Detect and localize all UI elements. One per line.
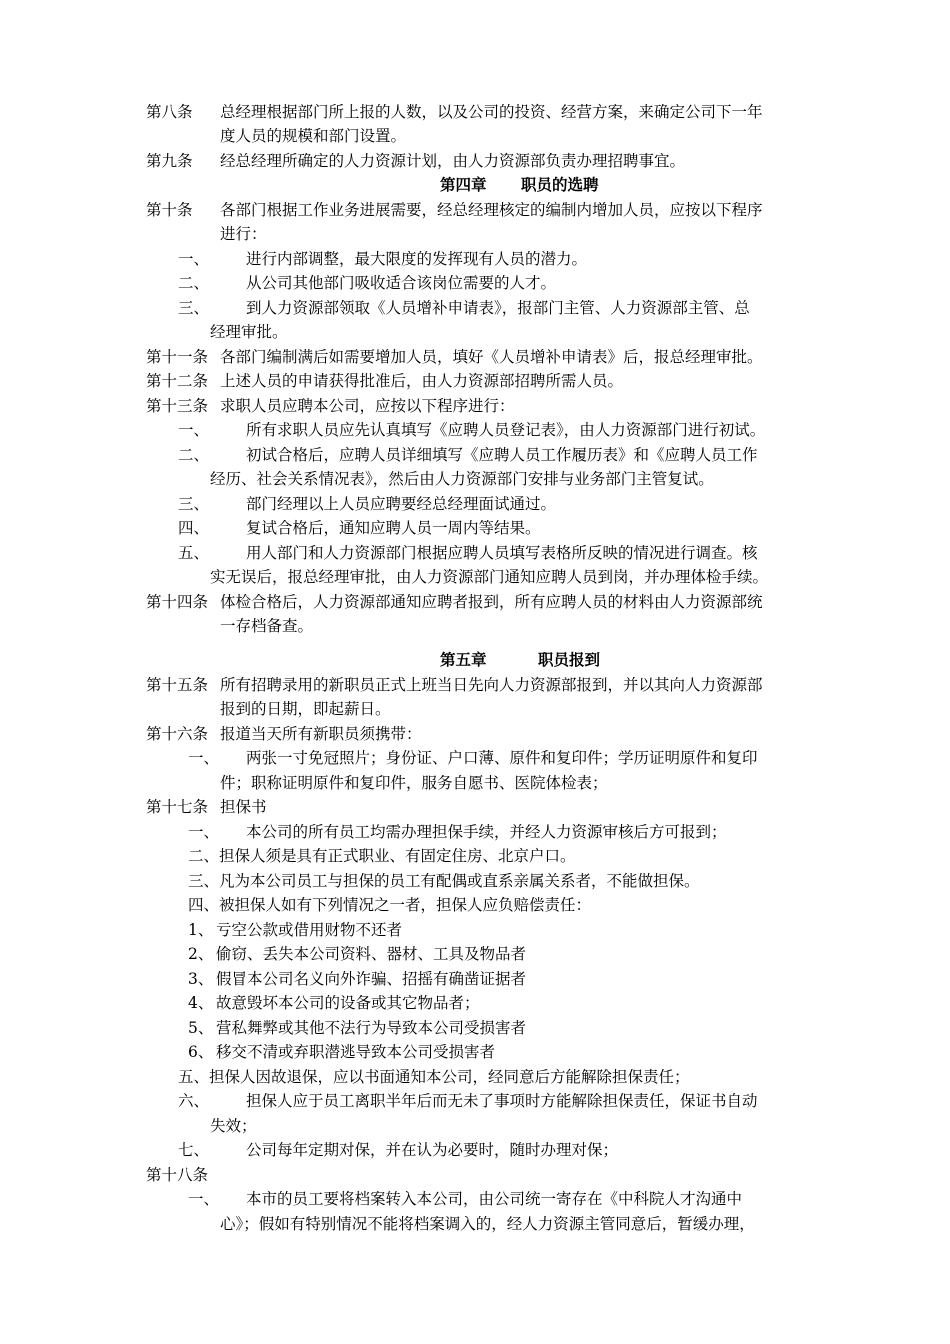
article-text: 报道当天所有新职员须携带： — [220, 725, 422, 743]
item-text: 部门经理以上人员应聘要经总经理面试通过。 — [246, 495, 557, 513]
article-label: 第十二条 — [146, 372, 209, 390]
sub-item-text: 假冒本公司名义向外诈骗、招摇有确凿证据者 — [216, 970, 527, 988]
item-text: 失效； — [210, 1117, 257, 1135]
article-label: 第十三条 — [146, 397, 209, 415]
sub-item-text: 亏空公款或借用财物不还者 — [216, 921, 403, 939]
item-number: 一、 — [178, 421, 210, 439]
chapter-number: 第五章 — [440, 650, 487, 669]
article-label: 第十条 — [146, 201, 193, 219]
sub-item-number: 6、 — [188, 1043, 214, 1061]
item-text: 所有求职人员应先认真填写《应聘人员登记表》，由人力资源部门进行初试。 — [246, 421, 766, 439]
item-text: 从公司其他部门吸收适合该岗位需要的人才。 — [246, 274, 557, 292]
article-label: 第十五条 — [146, 676, 209, 694]
article-text: 各部门根据工作业务进展需要，经总经理核定的编制内增加人员，应按以下程序 — [220, 201, 763, 219]
chapter-number: 第四章 — [440, 175, 487, 194]
article-text: 一存档备查。 — [220, 617, 314, 635]
article-label: 第十一条 — [146, 348, 209, 366]
sub-item-number: 2、 — [188, 945, 214, 963]
item-text: 三、凡为本公司员工与担保的员工有配偶或直系亲属关系者，不能做担保。 — [188, 872, 700, 890]
sub-item-number: 4、 — [188, 994, 214, 1012]
item-text: 件；职称证明原件和复印件，服务自愿书、医院体检表； — [220, 774, 608, 792]
item-text: 用人部门和人力资源部门根据应聘人员填写表格所反映的情况进行调查。核 — [246, 544, 758, 562]
item-text: 到人力资源部领取《人员增补申请表》，报部门主管、人力资源部主管、总 — [246, 299, 750, 317]
item-text: 公司每年定期对保，并在认为必要时，随时办理对保； — [246, 1141, 619, 1159]
sub-item-number: 1、 — [188, 921, 214, 939]
item-number: 一、 — [188, 1190, 220, 1208]
item-text: 四、被担保人如有下列情况之一者，担保人应负赔偿责任： — [188, 896, 592, 914]
item-number: 一、 — [178, 250, 210, 268]
item-number: 三、 — [178, 495, 210, 513]
item-text: 担保人应于员工离职半年后而无未了事项时方能解除担保责任，保证书自动 — [246, 1092, 758, 1110]
sub-item-number: 5、 — [188, 1019, 214, 1037]
sub-item-text: 偷窃、丢失本公司资料、器材、工具及物品者 — [216, 945, 527, 963]
article-text: 所有招聘录用的新职员正式上班当日先向人力资源部报到，并以其向人力资源部 — [220, 676, 763, 694]
article-label: 第九条 — [146, 152, 193, 170]
article-text: 上述人员的申请获得批准后，由人力资源部招聘所需人员。 — [220, 372, 624, 390]
item-text: 复试合格后，通知应聘人员一周内等结果。 — [246, 519, 541, 537]
article-text: 担保书 — [220, 798, 267, 816]
item-number: 四、 — [178, 519, 210, 537]
article-text: 报到的日期，即起薪日。 — [220, 700, 391, 718]
article-text: 求职人员应聘本公司，应按以下程序进行： — [220, 397, 515, 415]
item-number: 五、 — [178, 544, 210, 562]
article-label: 第十六条 — [146, 725, 209, 743]
sub-item-text: 营私舞弊或其他不法行为导致本公司受损害者 — [216, 1019, 527, 1037]
article-text: 进行： — [220, 225, 267, 243]
item-text: 实无误后，报总经理审批，由人力资源部门通知应聘人员到岗，并办理体检手续。 — [210, 568, 769, 586]
item-number: 七、 — [178, 1141, 210, 1159]
article-label: 第十四条 — [146, 593, 209, 611]
item-number: 二、 — [178, 274, 210, 292]
item-text: 本公司的所有员工均需办理担保手续，并经人力资源审核后方可报到； — [246, 823, 727, 841]
chapter-title: 职员报到 — [538, 650, 601, 669]
item-text: 两张一寸免冠照片；身份证、户口薄、原件和复印件；学历证明原件和复印 — [246, 749, 758, 767]
item-text: 本市的员工要将档案转入本公司，由公司统一寄存在《中科院人才沟通中 — [246, 1190, 743, 1208]
chapter-title: 职员的选聘 — [521, 175, 599, 194]
item-text: 二、担保人须是具有正式职业、有固定住房、北京户口。 — [188, 847, 576, 865]
sub-item-text: 移交不清或弃职潜逃导致本公司受损害者 — [216, 1043, 496, 1061]
item-number: 一、 — [188, 749, 220, 767]
article-text: 体检合格后，人力资源部通知应聘者报到，所有应聘人员的材料由人力资源部统 — [220, 593, 763, 611]
article-label: 第十八条 — [146, 1166, 209, 1184]
item-text: 五、担保人因故退保，应以书面通知本公司，经同意后方能解除担保责任； — [178, 1068, 690, 1086]
item-text: 初试合格后，应聘人员详细填写《应聘人员工作履历表》和《应聘人员工作 — [246, 446, 758, 464]
item-text: 经理审批。 — [210, 323, 288, 341]
sub-item-text: 故意毁坏本公司的设备或其它物品者； — [216, 994, 480, 1012]
item-text: 经历、社会关系情况表》，然后由人力资源部门安排与业务部门主管复试。 — [210, 470, 714, 488]
item-number: 六、 — [178, 1092, 210, 1110]
article-label: 第十七条 — [146, 798, 209, 816]
item-number: 二、 — [178, 446, 210, 464]
article-text: 总经理根据部门所上报的人数，以及公司的投资、经营方案，来确定公司下一年 — [220, 103, 763, 121]
article-text: 经总经理所确定的人力资源计划，由人力资源部负责办理招聘事宜。 — [220, 152, 686, 170]
item-text: 进行内部调整，最大限度的发挥现有人员的潜力。 — [246, 250, 588, 268]
article-label: 第八条 — [146, 103, 193, 121]
item-number: 一、 — [188, 823, 220, 841]
item-number: 三、 — [178, 299, 210, 317]
sub-item-number: 3、 — [188, 970, 214, 988]
item-text: 心》；假如有特别情况不能将档案调入的，经人力资源主管同意后，暂缓办理， — [220, 1215, 755, 1233]
article-text: 各部门编制满后如需要增加人员，填好《人员增补申请表》后，报总经理审批。 — [220, 348, 763, 366]
article-text: 度人员的规模和部门设置。 — [220, 127, 407, 145]
